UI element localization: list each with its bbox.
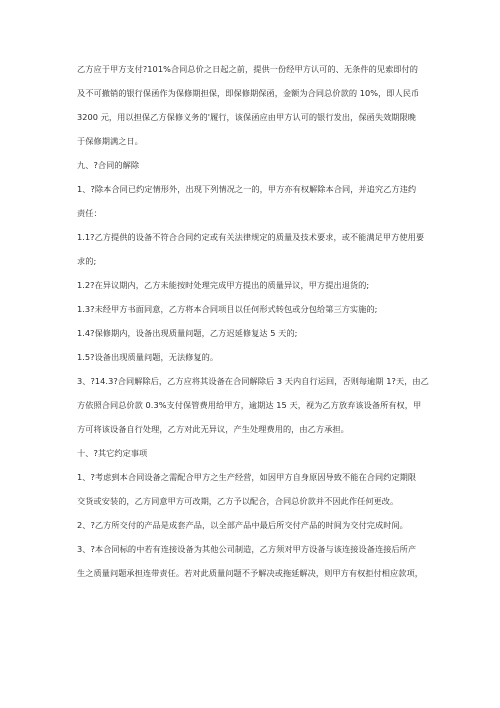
text-line: 及不可撤销的银行保函作为保修期担保，即保修期保函，金额为合同总价款的 10%，即人民币 [77, 88, 420, 98]
other-clause-3 [77, 543, 431, 579]
text-line: 3200 元，用以担保乙方保修义务的'履行，该保函应由甲方认可的银行发出，保函失效期限晚 [77, 112, 417, 122]
clause-1-3 [77, 303, 431, 315]
text-line: 责任： [77, 208, 102, 218]
other-clause-2 [77, 519, 431, 531]
text-line: 1.4?保修期内，设备出现质量问题，乙方迟延修复达 5 天的; [77, 328, 298, 338]
clause-1-1 [77, 231, 431, 267]
text-line: 方可将该设备自行处理，乙方对此无异议，产生处理费用的，由乙方承担。 [77, 424, 349, 434]
clause-1-2 [77, 279, 431, 291]
clause-1 [77, 183, 431, 219]
text-line: 方依照合同总价款 0.3%支付保管费用给甲方，逾期达 15 天，视为乙方放弃该设备所有权，甲 [77, 400, 422, 410]
clause-1-4 [77, 327, 431, 339]
text-line: 交货或安装的，乙方同意甲方可改期，乙方予以配合，合同总价款并不因此作任何更改。 [77, 496, 399, 506]
text-line: 求的; [77, 256, 97, 266]
text-line: 3、?本合同标的中若有连接设备为其他公司制造，乙方须对甲方设备与该连接设备连接后所产 [77, 544, 417, 554]
text-line: 1.2?在异议期内，乙方未能按时处理完成甲方提出的质量异议，甲方提出退货的; [77, 280, 370, 290]
paragraph-warranty-guarantee [77, 63, 431, 147]
section-heading-other-matters [77, 447, 431, 459]
text-line: 1.5?设备出现质量问题，无法修复的。 [77, 352, 219, 362]
text-line: 1、?除本合同已约定情形外，出现下列情况之一的，甲方亦有权解除本合同，并追究乙方违约 [77, 184, 417, 194]
text-line: 乙方应于甲方支付?101%合同总价之日起之前，提供一份经甲方认可的、无条件的见索即付的 [77, 64, 419, 74]
text-line: 生之质量问题承担连带责任。若对此质量问题不予解决或拖延解决，则甲方有权拒付相应款项， [77, 568, 423, 578]
clause-1-5 [77, 351, 431, 363]
text-line: 3、?14.3?合同解除后，乙方应将其设备在合同解除后 3 天内自行运回，否则每逾期 1?天，由乙 [77, 376, 429, 386]
text-line: 于保修期满之日。 [77, 136, 143, 146]
text-line: 1、?考虑到本合同设备之需配合甲方之生产经营，如因甲方自身原因导致不能在合同约定期限 [77, 472, 417, 482]
section-heading: 十、?其它约定事项 [77, 448, 148, 458]
text-line: 2、?乙方所交付的产品是成套产品，以全部产品中最后所交付产品的时间为交付完成时间。 [77, 520, 408, 530]
text-line: 1.1?乙方提供的设备不符合合同约定或有关法律规定的质量及技术要求，或不能满足甲方使用要 [77, 232, 425, 242]
section-heading: 九、?合同的解除 [77, 160, 140, 170]
text-line: 1.3?未经甲方书面同意，乙方将本合同项目以任何形式转包或分包给第三方实施的; [77, 304, 378, 314]
other-clause-1 [77, 471, 431, 507]
clause-3 [77, 375, 431, 435]
document-page [77, 63, 431, 579]
section-heading-termination [77, 159, 431, 171]
